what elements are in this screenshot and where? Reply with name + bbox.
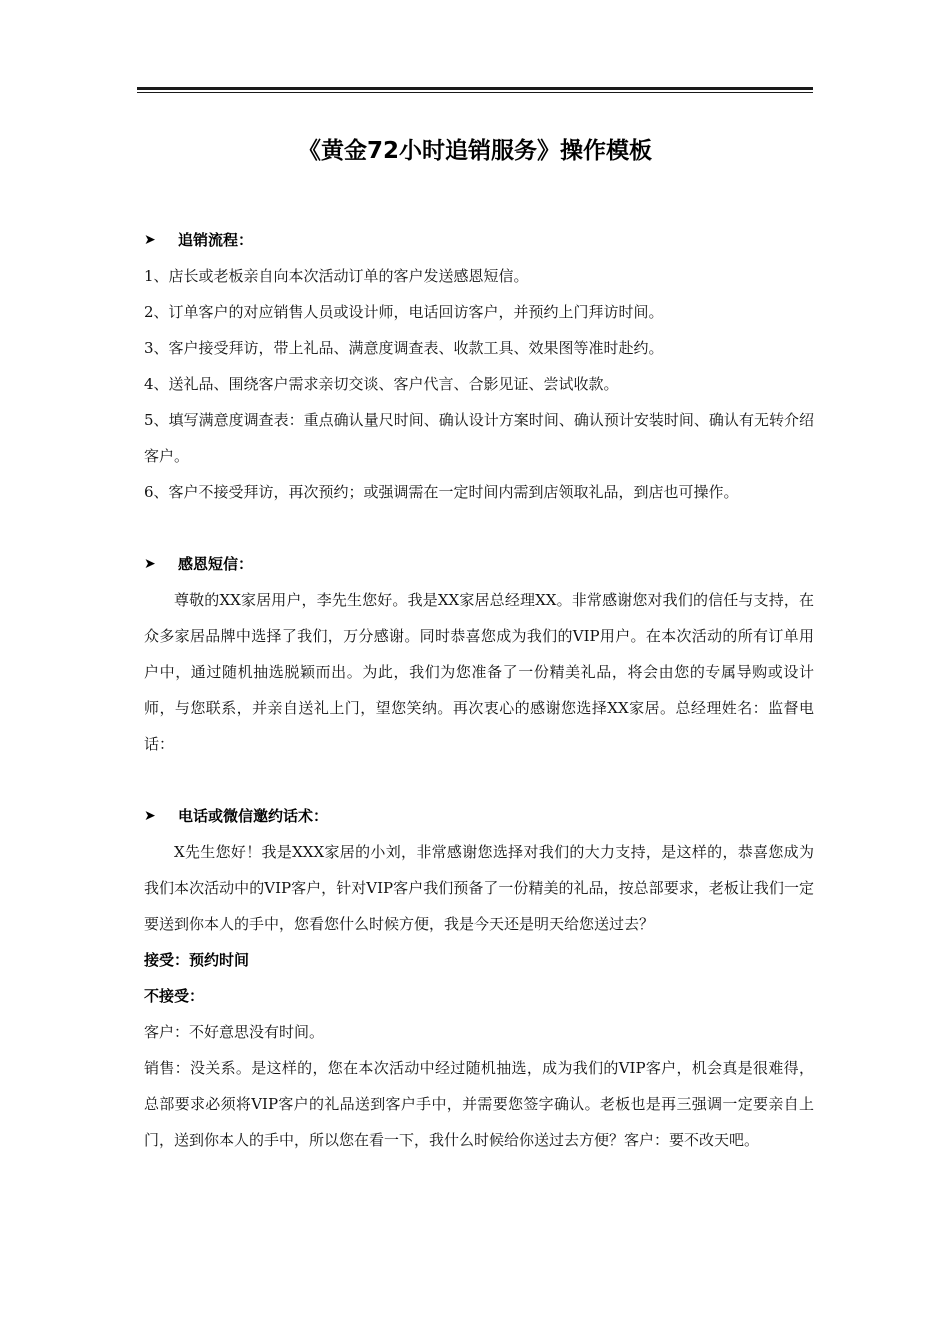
section-heading-script	[144, 798, 814, 834]
sms-body: 尊敬的XX家居用户，李先生您好。我是XX家居总经理XX。非常感谢您对我们的信任与支持，在众多家居品牌中选择了我们，万分感谢。同时恭喜您成为我们的VIP用户。在本次活动的所有订单用户中，通过随机抽选脱颖而出。为此，我们为您准备了一份精美礼品，将会由您的专属导购或设计师，与您联系，并亲自送礼上门，望您笑纳。再次衷心的感谢您选择XX家居。总经理姓名：监督电话：	[144, 591, 814, 753]
section-heading-process	[144, 222, 814, 258]
spacer	[144, 762, 814, 798]
script-body: X先生您好！我是XXX家居的小刘，非常感谢您选择对我们的大力支持，是这样的，恭喜您成为我们本次活动中的VIP客户，针对VIP客户我们预备了一份精美的礼品，按总部要求，老板让我们一定要送到你本人的手中，您看您什么时候方便，我是今天还是明天给您送过去？	[144, 843, 814, 933]
section-heading-label: 追销流程：	[178, 231, 254, 249]
process-step: 6、客户不接受拜访，再次预约；或强调需在一定时间内需到店领取礼品，到店也可操作。	[144, 483, 739, 501]
decline-line: 不接受：	[144, 987, 205, 1005]
section-heading-label: 感恩短信：	[178, 555, 254, 573]
sales-line: 销售：没关系。是这样的，您在本次活动中经过随机抽选，成为我们的VIP客户，机会真是很难得，总部要求必须将VIP客户的礼品送到客户手中，并需要您签字确认。老板也是再三强调一定要亲自上门，送到你本人的手中，所以您在看一下，我什么时候给你送过去方便？客户：要不改天吧。	[144, 1059, 814, 1149]
customer-line: 客户：不好意思没有时间。	[144, 1023, 325, 1041]
header-rule-thick	[137, 87, 813, 90]
arrow-bullet-icon: ➤	[144, 808, 156, 824]
document-body	[144, 222, 814, 1158]
spacer	[144, 510, 814, 546]
process-step: 2、订单客户的对应销售人员或设计师，电话回访客户，并预约上门拜访时间。	[144, 303, 664, 321]
process-step: 5、填写满意度调查表：重点确认量尺时间、确认设计方案时间、确认预计安装时间、确认有无转介绍客户。	[144, 411, 814, 465]
arrow-bullet-icon: ➤	[144, 232, 156, 248]
section-heading-label: 电话或微信邀约话术：	[178, 807, 329, 825]
process-step: 1、店长或老板亲自向本次活动订单的客户发送感恩短信。	[144, 267, 529, 285]
process-step: 4、送礼品、围绕客户需求亲切交谈、客户代言、合影见证、尝试收款。	[144, 375, 619, 393]
arrow-bullet-icon: ➤	[144, 556, 156, 572]
process-step: 3、客户接受拜访，带上礼品、满意度调查表、收款工具、效果图等准时赴约。	[144, 339, 664, 357]
accept-line: 接受：预约时间	[144, 951, 250, 969]
section-heading-sms	[144, 546, 814, 582]
header-rule-thin	[137, 92, 813, 93]
page-title: 《黄金72小时追销服务》操作模板	[297, 138, 652, 164]
